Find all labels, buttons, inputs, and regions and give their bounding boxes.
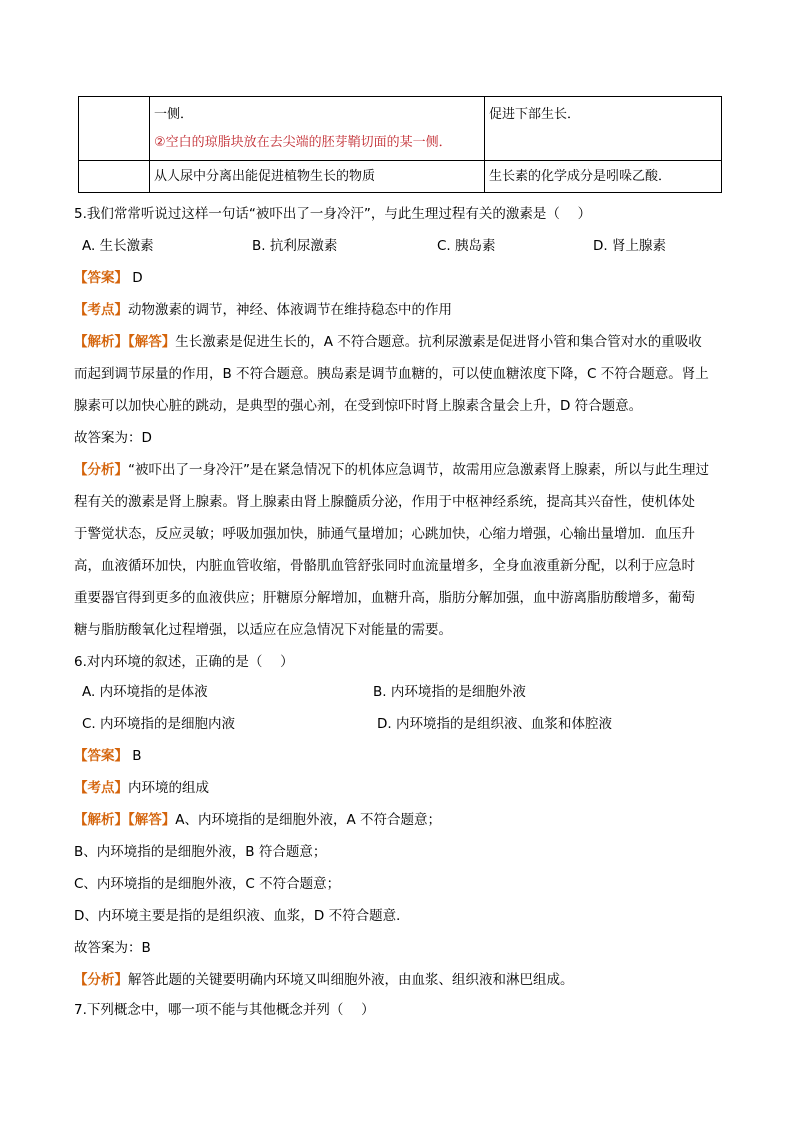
table-row <box>79 161 722 193</box>
fenxi-text: 程有关的激素是肾上腺素。肾上腺素由肾上腺髓质分泌，作用于中枢神经系统，提高其兴奋性，使机体处 <box>74 494 695 510</box>
q6-final-answer: 故答案为：B <box>74 940 151 956</box>
table-cell-empty <box>79 161 150 193</box>
q5-answer-line <box>74 268 143 288</box>
cell-text: 一侧． <box>154 107 194 122</box>
q5-option-a: A. 生长激素 <box>82 238 154 254</box>
jiexi-text: 腺素可以加快心脏的跳动，是典型的强心剂，在受到惊吓时肾上腺素含量会上升，D 符合题意。 <box>74 398 643 414</box>
table-cell <box>485 161 722 193</box>
kaodian-tag: 【考点】 <box>74 302 128 318</box>
q5-fenxi-line <box>74 460 709 480</box>
answer-value: B <box>128 748 142 764</box>
q6-option-d: D. 内环境指的是组织液、血浆和体腔液 <box>377 716 612 732</box>
q5-kaodian-line <box>74 300 452 320</box>
kaodian-text: 内环境的组成 <box>128 780 209 796</box>
q6-fenxi-line <box>74 970 574 990</box>
cell-text-red: ②空白的琼脂块放在去尖端的胚芽鞘切面的某一侧． <box>154 135 452 150</box>
question-7-stem: 7.下列概念中，哪一项不能与其他概念并列（ ） <box>74 1002 375 1018</box>
fenxi-tag: 【分析】 <box>74 462 128 478</box>
answer-tag: 【答案】 <box>74 270 128 286</box>
kaodian-text: 动物激素的调节，神经、体液调节在维持稳态中的作用 <box>128 302 452 318</box>
fenxi-text: 糖与脂肪酸氧化过程增强，以适应在应急情况下对能量的需要。 <box>74 622 452 638</box>
fenxi-text: 于警觉状态，反应灵敏；呼吸加强加快，肺通气量增加；心跳加快，心缩力增强，心输出量增加．血压升 <box>74 526 695 542</box>
q6-option-c: C. 内环境指的是细胞内液 <box>82 716 236 732</box>
kaodian-tag: 【考点】 <box>74 780 128 796</box>
answer-value: D <box>128 270 143 286</box>
fenxi-tag: 【分析】 <box>74 972 128 988</box>
question-6-stem: 6.对内环境的叙述，正确的是（ ） <box>74 654 294 670</box>
jiexi-text: B、内环境指的是细胞外液，B 符合题意； <box>74 844 327 860</box>
table-cell <box>485 97 722 161</box>
q6-jiexi-line <box>74 810 441 830</box>
fenxi-text: 解答此题的关键要明确内环境又叫细胞外液，由血浆、组织液和淋巴组成。 <box>128 972 574 988</box>
cell-text: 从人尿中分离出能促进植物生长的物质 <box>154 169 376 184</box>
q5-final-answer: 故答案为：D <box>74 430 152 446</box>
fenxi-text: “被吓出了一身冷汗”是在紧急情况下的机体应急调节，故需用应急激素肾上腺素，所以与此生理过 <box>128 462 709 478</box>
jiexi-tag: 【解析】【解答】 <box>74 812 176 828</box>
table-cell <box>150 161 485 193</box>
q6-option-b: B. 内环境指的是细胞外液 <box>373 684 526 700</box>
q6-answer-line <box>74 746 142 766</box>
fenxi-text: 高，血液循环加快，内脏血管收缩，骨骼肌血管舒张同时血流量增多，全身血液重新分配，以利于应急时 <box>74 558 695 574</box>
jiexi-tag: 【解析】【解答】 <box>74 334 176 350</box>
jiexi-text: 生长激素是促进生长的，A 不符合题意。抗利尿激素是促进肾小管和集合管对水的重吸收 <box>175 334 702 350</box>
jiexi-text: D、内环境主要是指的是组织液、血浆，D 不符合题意． <box>74 908 410 924</box>
question-5-stem: 5.我们常常听说过这样一句话“被吓出了一身冷汗”，与此生理过程有关的激素是（ ） <box>74 206 592 222</box>
cell-text: 生长素的化学成分是吲哚乙酸． <box>489 169 672 184</box>
jiexi-text: 而起到调节尿量的作用，B 不符合题意。胰岛素是调节血糖的，可以使血糖浓度下降，C 不符合题意。肾上 <box>74 366 709 382</box>
jiexi-text: C、内环境指的是细胞外液，C 不符合题意； <box>74 876 341 892</box>
cell-text: 促进下部生长． <box>489 107 581 122</box>
q5-option-b: B. 抗利尿激素 <box>252 238 338 254</box>
q6-kaodian-line <box>74 778 209 798</box>
answer-tag: 【答案】 <box>74 748 128 764</box>
q5-option-c: C. 胰岛素 <box>437 238 496 254</box>
continuation-table <box>78 96 722 193</box>
fenxi-text: 重要器官得到更多的血液供应；肝糖原分解增加，血糖升高，脂肪分解加强，血中游离脂肪酸增多，葡萄 <box>74 590 695 606</box>
table-cell-empty <box>79 97 150 161</box>
table-row <box>79 97 722 161</box>
q5-jiexi-line <box>74 332 702 352</box>
table-cell <box>150 97 485 161</box>
q6-option-a: A. 内环境指的是体液 <box>82 684 208 700</box>
q5-option-d: D. 肾上腺素 <box>593 238 666 254</box>
jiexi-text: A、内环境指的是细胞外液，A 不符合题意； <box>175 812 442 828</box>
